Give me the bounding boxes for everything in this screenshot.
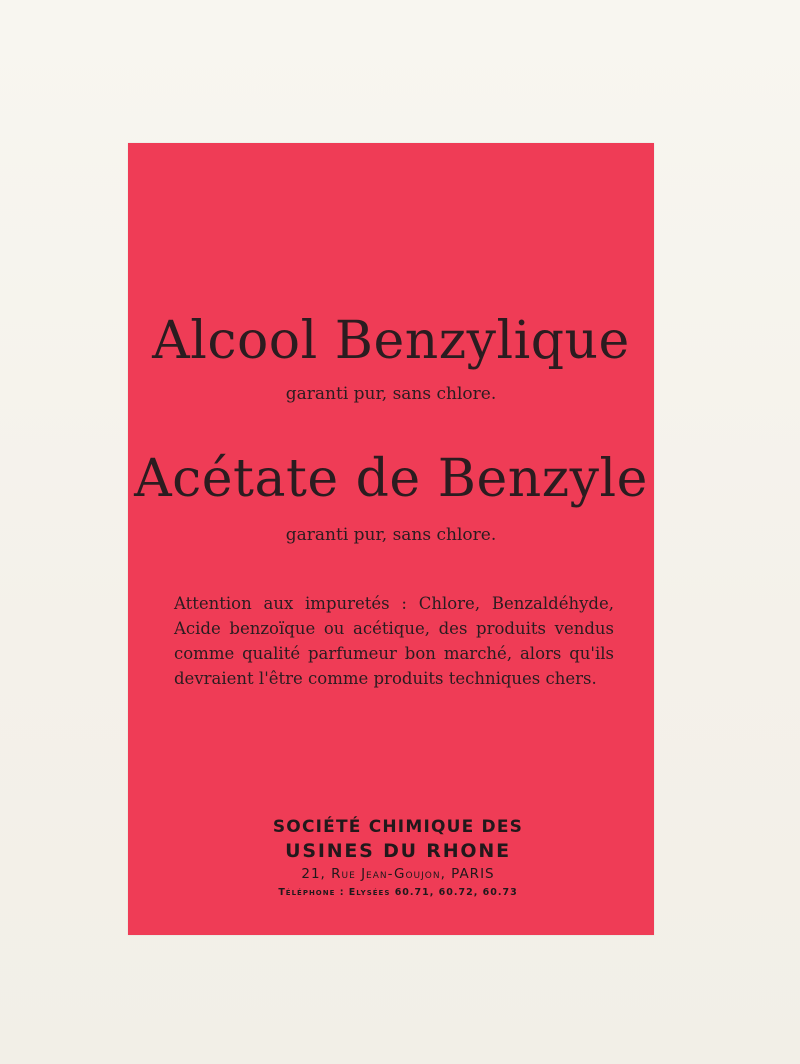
company-name-line-2: USINES DU RHONE bbox=[285, 840, 511, 862]
company-phone: Téléphone : Elysées 60.71, 60.72, 60.73 bbox=[278, 887, 518, 898]
impurities-notice: Attention aux impuretés : Chlore, Benzaldéhyde, Acide benzoïque ou acétique, des produits vendus comme qualité parfumeur bon marché, alors qu'ils devraient l'être comme produits techniques chers. bbox=[174, 594, 614, 688]
advertisement-panel bbox=[128, 143, 654, 935]
company-address: 21, Rue Jean-Goujon, PARIS bbox=[301, 866, 495, 882]
company-name-line-1: SOCIÉTÉ CHIMIQUE DES bbox=[272, 817, 524, 837]
product-title-alcool-benzylique: Alcool Benzylique bbox=[152, 311, 630, 371]
product-subtitle-2: garanti pur, sans chlore. bbox=[285, 525, 497, 545]
product-title-acetate-de-benzyle: Acétate de Benzyle bbox=[134, 449, 648, 509]
product-subtitle-1: garanti pur, sans chlore. bbox=[285, 384, 497, 404]
